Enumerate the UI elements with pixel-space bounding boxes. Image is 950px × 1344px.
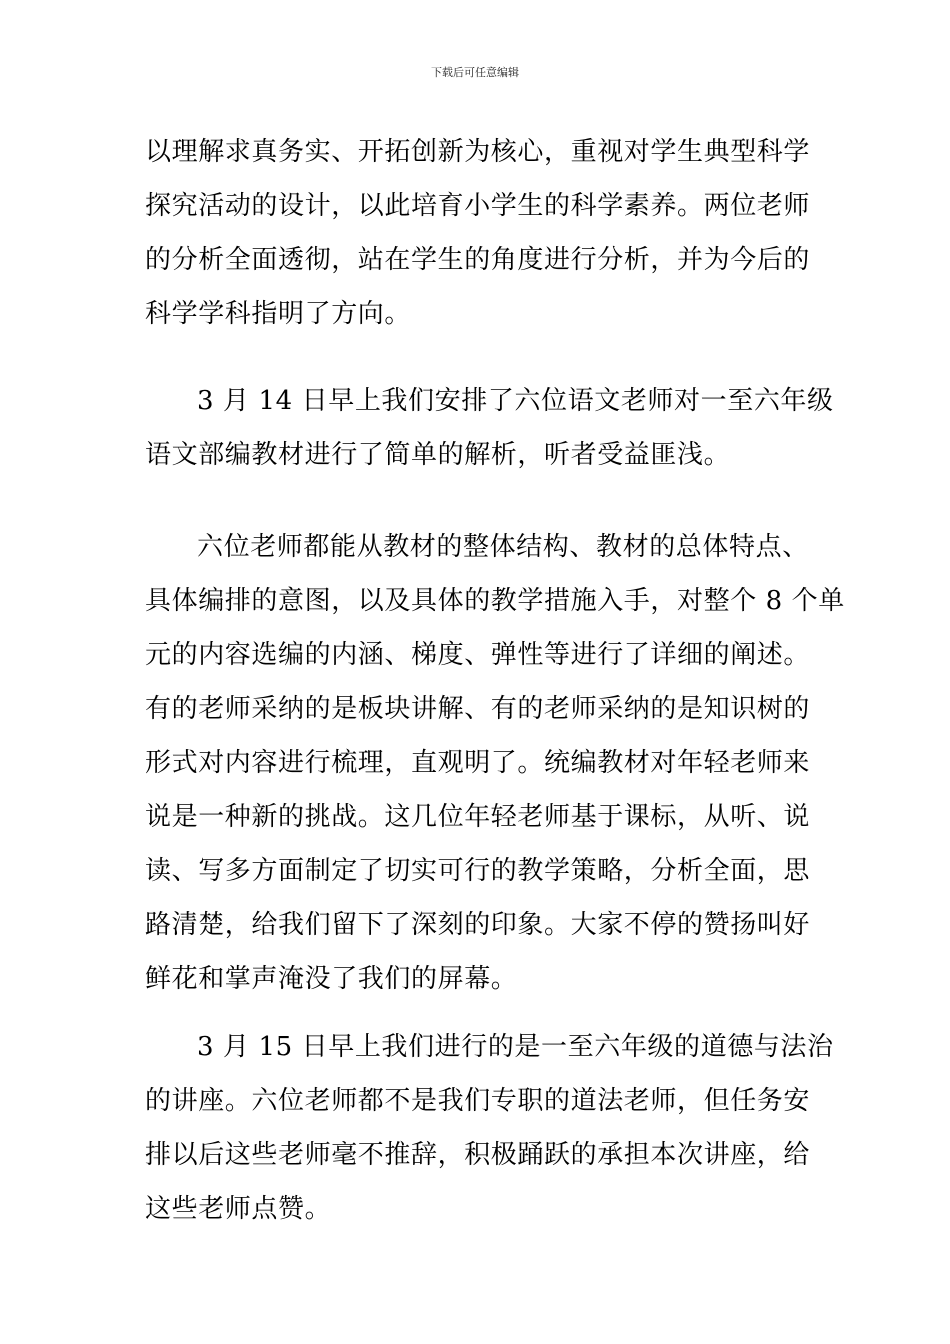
text-line: 读、写多方面制定了切实可行的教学策略，分析全面，思 bbox=[145, 856, 811, 886]
paragraph-march-14 bbox=[145, 374, 834, 482]
text-line: 有的老师采纳的是板块讲解、有的老师采纳的是知识树的 bbox=[145, 694, 811, 724]
text-line: 语文部编教材进行了简单的解析，听者受益匪浅。 bbox=[145, 440, 731, 470]
text-line: 的分析全面透彻，站在学生的角度进行分析，并为今后的 bbox=[145, 245, 811, 275]
text-line: 排以后这些老师毫不推辞，积极踊跃的承担本次讲座，给 bbox=[145, 1140, 811, 1170]
page-header: 下载后可任意编辑 bbox=[431, 66, 519, 79]
text-line: 探究活动的设计，以此培育小学生的科学素养。两位老师 bbox=[145, 191, 811, 221]
text-line: 路清楚，给我们留下了深刻的印象。大家不停的赞扬叫好 bbox=[145, 910, 811, 940]
text-line: 具体编排的意图，以及具体的教学措施入手，对整个 8 个单 bbox=[145, 586, 845, 616]
paragraph-march-15 bbox=[145, 1020, 834, 1236]
text-line: 3 月 15 日早上我们进行的是一至六年级的道德与法治 bbox=[197, 1032, 834, 1062]
paragraph-science-summary bbox=[145, 125, 811, 341]
text-line: 的讲座。六位老师都不是我们专职的道法老师，但任务安 bbox=[145, 1086, 811, 1116]
text-line: 形式对内容进行梳理，直观明了。统编教材对年轻老师来 bbox=[145, 748, 811, 778]
text-line: 元的内容选编的内涵、梯度、弹性等进行了详细的阐述。 bbox=[145, 640, 811, 670]
text-line: 科学学科指明了方向。 bbox=[145, 299, 412, 329]
text-line: 说是一种新的挑战。这几位年轻老师基于课标，从听、说 bbox=[145, 802, 811, 832]
text-line: 以理解求真务实、开拓创新为核心，重视对学生典型科学 bbox=[145, 137, 811, 167]
text-line: 3 月 14 日早上我们安排了六位语文老师对一至六年级 bbox=[197, 386, 834, 416]
paragraph-six-teachers bbox=[145, 520, 845, 1006]
text-line: 六位老师都能从教材的整体结构、教材的总体特点、 bbox=[197, 532, 809, 562]
text-line: 鲜花和掌声淹没了我们的屏幕。 bbox=[145, 964, 518, 994]
text-line: 这些老师点赞。 bbox=[145, 1194, 332, 1224]
